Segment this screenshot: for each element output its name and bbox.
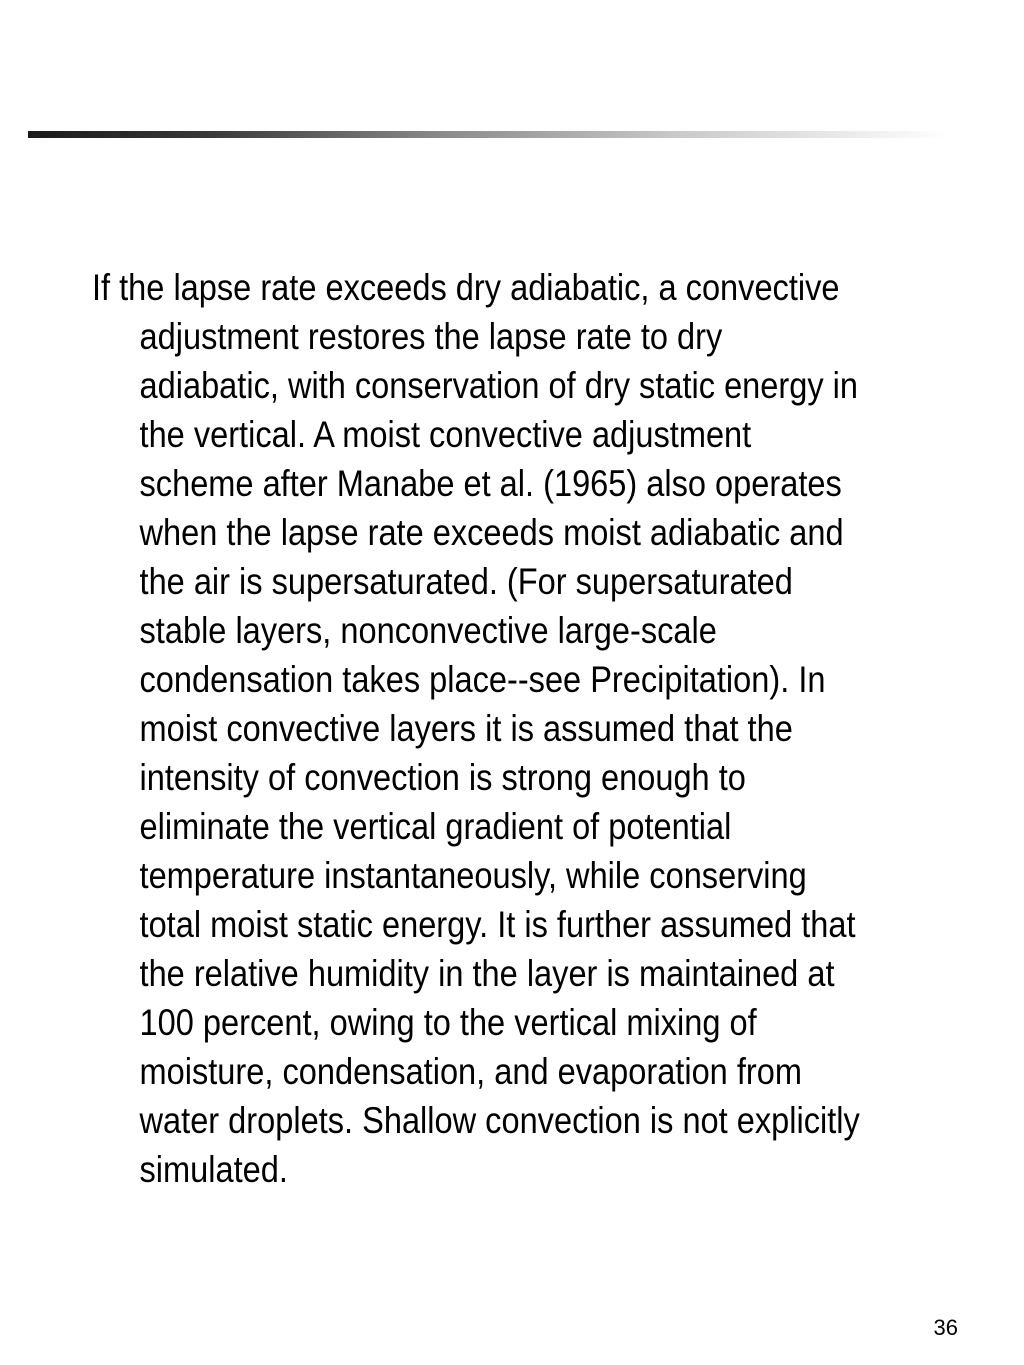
- page-number: 36: [933, 1315, 958, 1340]
- title-divider-rule: [28, 131, 948, 138]
- body-paragraph: If the lapse rate exceeds dry adiabatic, a convective adjustment restores the lapse rate to dry adiabatic, with conservation of dry static energy in the vertical. A moist convective adjustment scheme after Manabe et al. (1965) also operates when the lapse rate exceeds moist adiabatic and the air is supersaturated. (For supersaturated stable layers, nonconvective large-scale condensation takes place--see Precipitation). In moist convective layers it is assumed that the intensity of convection is strong enough to eliminate the vertical gradient of potential temperature instantaneously, while conserving total moist static energy. It is further assumed that the relative humidity in the layer is maintained at 100 percent, owing to the vertical mixing of moisture, condensation, and evaporation from water droplets. Shallow convection is not explicitly simulated.: [92, 267, 860, 1190]
